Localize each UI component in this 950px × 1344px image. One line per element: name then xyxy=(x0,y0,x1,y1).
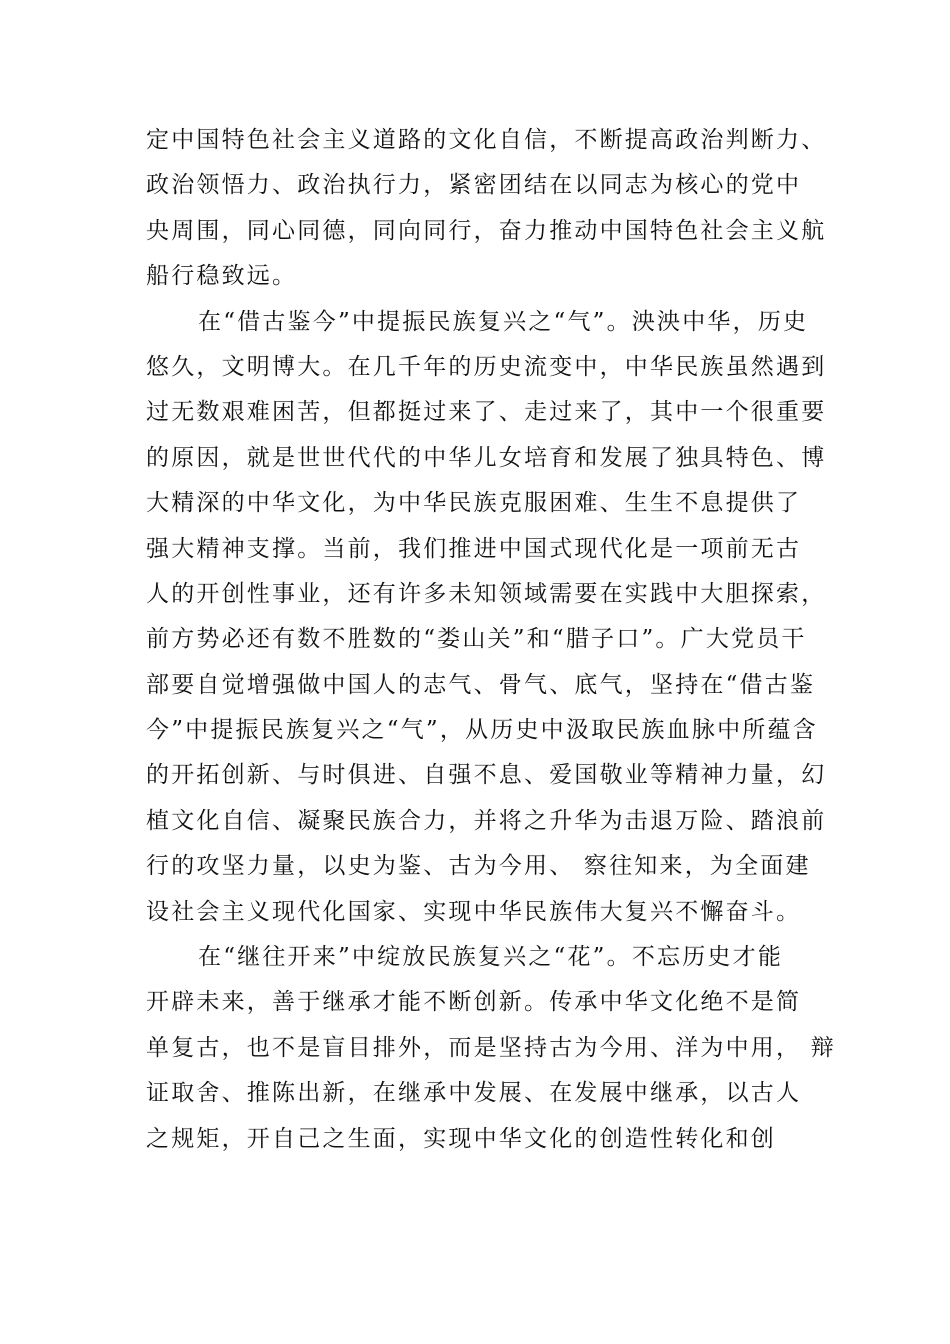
text-line: 开辟未来，善于继承才能不断创新。传承中华文化绝不是简 xyxy=(146,989,802,1016)
text-line: 央周围，同心同德，同向同行，奋力推动中国特色社会主义航 xyxy=(146,217,827,244)
text-line: 的开拓创新、与时俱进、自强不息、爱国敬业等精神力量，幻 xyxy=(146,762,827,789)
text-line: 之规矩，开自己之生面，实现中华文化的创造性转化和创 xyxy=(146,1125,776,1152)
body-text xyxy=(146,118,836,1162)
text-line: 大精深的中华文化，为中华民族克服困难、生生不息提供了 xyxy=(146,490,802,517)
text-line: 定中国特色社会主义道路的文化自信，不断提高政治判断力、 xyxy=(146,127,827,153)
text-line: 前方势必还有数不胜数的“娄山关”和“腊子口”。广大党员干 xyxy=(146,626,807,653)
text-line: 设社会主义现代化国家、实现中华民族伟大复兴不懈奋斗。 xyxy=(146,898,802,925)
text-line: 强大精神支撑。当前，我们推进中国式现代化是一项前无古 xyxy=(146,535,802,562)
text-line: 过无数艰难困苦，但都挺过来了、走过来了，其中一个很重要 xyxy=(146,399,827,426)
text-line: 今”中提振民族复兴之“气”，从历史中汲取民族血脉中所蕴含 xyxy=(146,717,818,744)
text-line: 船行稳致远。 xyxy=(146,263,298,290)
paragraph-start-line: 在“继往开来”中绽放民族复兴之“花”。不忘历史才能 xyxy=(198,944,784,971)
text-line: 人的开创性事业，还有许多未知领域需要在实践中大胆探索， xyxy=(146,580,827,607)
text-line: 部要自觉增强做中国人的志气、骨气、底气，坚持在“借古鉴 xyxy=(146,671,816,698)
text-line: 行的攻坚力量，以史为鉴、古为今用、 察往知来，为全面建 xyxy=(146,853,811,880)
text-line: 悠久，文明博大。在几千年的历史流变中，中华民族虽然遇到 xyxy=(146,353,827,380)
paragraph-start-line: 在“借古鉴今”中提振民族复兴之“气”。泱泱中华，历史 xyxy=(198,308,809,335)
text-line: 政治领悟力、政治执行力，紧密团结在以同志为核心的党中 xyxy=(146,172,802,199)
text-line: 植文化自信、凝聚民族合力，并将之升华为击退万险、踏浪前 xyxy=(146,807,827,834)
text-line: 证取舍、推陈出新，在继承中发展、在发展中继承，以古人 xyxy=(146,1080,802,1107)
text-line: 的原因，就是世世代代的中华儿女培育和发展了独具特色、博 xyxy=(146,444,827,471)
text-line: 单复古，也不是盲目排外，而是坚持古为今用、洋为中用， 辩 xyxy=(146,1034,836,1061)
